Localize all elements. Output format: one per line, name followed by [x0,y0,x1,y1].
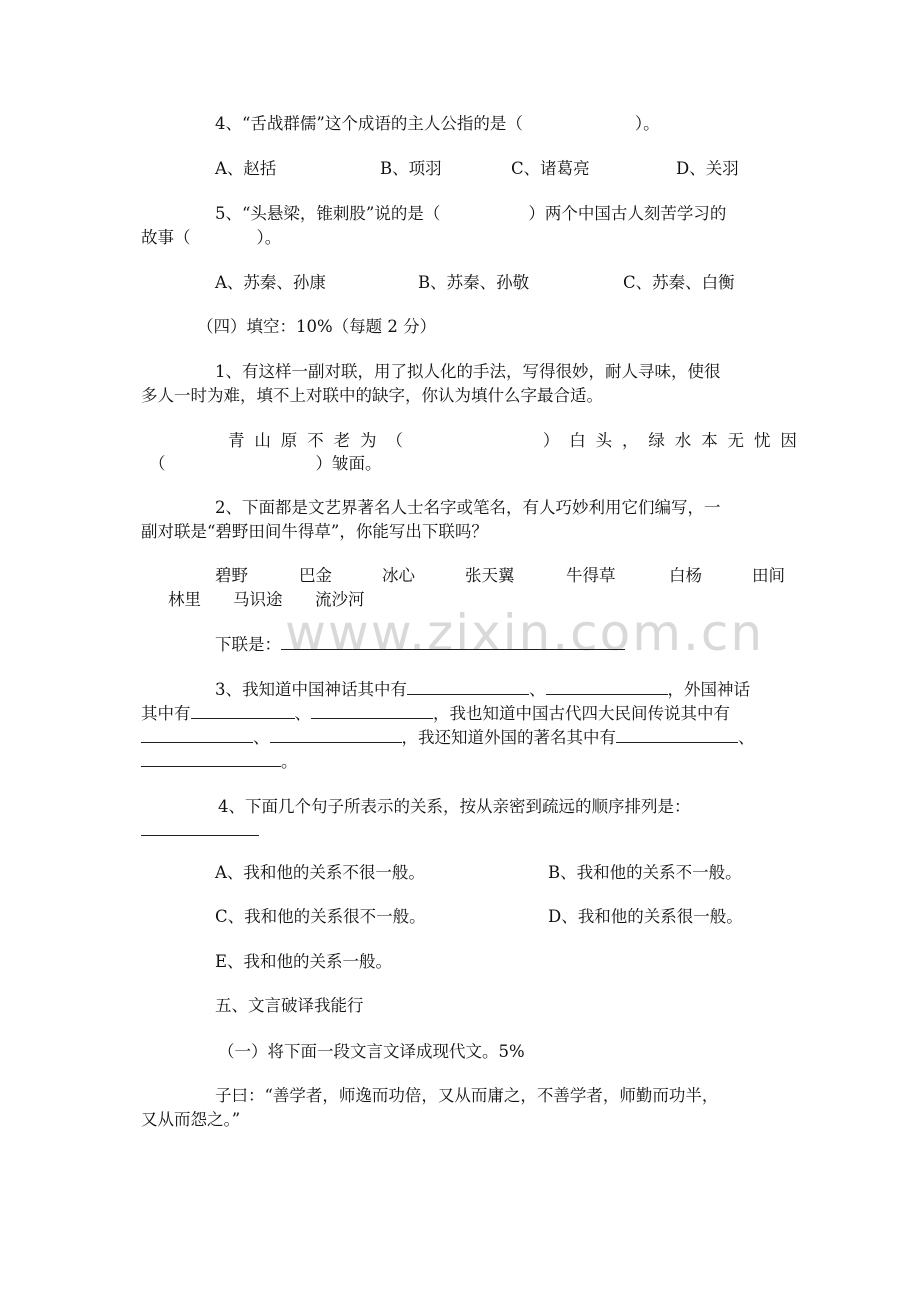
name-tianjian: 田间 [752,566,785,585]
name-baiyang: 白杨 [669,566,702,585]
fill-q3-l1a: 3、我知道中国神话其中有 [215,680,407,699]
relation-option-b: B、我和他的关系不一般。 [548,863,742,882]
question-5-stem-c: 故事（ [141,228,191,247]
name-liushahe: 流沙河 [315,590,365,609]
name-biye: 碧野 [215,566,248,585]
name-niudecao: 牛得草 [566,566,616,585]
fill-q3-l3c: 、 [738,728,755,747]
name-bingxin: 冰心 [382,566,415,585]
question-5-stem-cont: ）两个中国古人刻苦学习的 [528,204,727,223]
couplet-part-b: ）白头，绿水本无忧因 [542,431,807,450]
fill-q3-line2 [141,703,730,725]
question-4-option-b: B、项羽 [380,159,442,178]
question-4-option-a: A、赵括 [215,159,277,178]
watermark: www.zixin.com.cn [285,604,765,662]
fill-q2-line2: 副对联是“碧野田间牛得草”，你能写出下联吗？ [141,522,488,541]
question-5-stem-text: 5、“头悬梁，锥刺股”说的是（ [215,204,441,223]
question-4-option-c: C、诸葛亮 [511,159,590,178]
question-5-stem [215,203,726,225]
fill-q3-l2b: 、 [294,704,311,723]
name-linli: 林里 [168,590,201,609]
blank-legend-2[interactable] [270,728,402,743]
question-4-option-d: D、关羽 [676,159,739,178]
relation-option-e: E、我和他的关系一般。 [215,952,393,971]
fill-q3-l1c: ，外国神话 [667,680,750,699]
relation-option-d: D、我和他的关系很一般。 [548,907,743,926]
couplet-line1 [228,430,807,452]
question-5-stem-d: ）。 [256,228,282,247]
question-5-stem-line2 [141,227,281,249]
relation-option-a: A、我和他的关系不很一般。 [215,863,425,882]
relation-option-c: C、我和他的关系很不一般。 [215,907,426,926]
question-4-stem-end: ）。 [634,114,660,133]
couplet-line2 [149,453,382,475]
fill-q1-line1: 1、有这样一副对联，用了拟人化的手法，写得很妙，耐人寻味，使很 [215,362,721,381]
fill-q3-line1 [215,679,750,701]
section-4-heading: （四）填空：10%（每题 2 分） [197,317,437,336]
couplet-part-d: ）皱面。 [315,454,382,473]
question-4-stem [215,113,660,135]
couplet-part-a: 青山原不老为（ [228,431,413,450]
question-5-option-a: A、苏秦、孙康 [215,273,326,292]
blank-cn-myth-1[interactable] [407,680,529,695]
answer-label: 下联是： [215,635,281,654]
name-zhangtianyi: 张天翼 [465,566,515,585]
fill-q2-line1: 2、下面都是文艺界著名人士名字或笔名，有人巧妙利用它们编写，一 [215,498,721,517]
fill-q1-line2: 多人一时为难，填不上对联中的缺字，你认为填什么字最合适。 [141,386,603,405]
blank-legend-1[interactable] [141,728,253,743]
classical-quote-line2: 又从而怨之。” [141,1110,241,1129]
blank-foreign-famous-1[interactable] [616,728,738,743]
section-5-heading: 五、文言破译我能行 [215,996,364,1015]
blank-foreign-myth-2[interactable] [311,704,433,719]
blank-foreign-famous-2[interactable] [141,752,281,767]
fill-q3-l2a: 其中有 [141,704,191,723]
fill-q3-line3 [141,727,755,749]
blank-foreign-myth-1[interactable] [191,704,295,719]
fill-q3-l1b: 、 [529,680,546,699]
question-5-option-b: B、苏秦、孙敬 [418,273,530,292]
name-bajin: 巴金 [299,566,332,585]
couplet-part-c: （ [149,454,166,473]
section-5-sub1: （一）将下面一段文言文译成现代文。5% [218,1042,525,1061]
classical-quote-line1: 子曰：“善学者，师逸而功倍，又从而庸之，不善学者，师勤而功半， [215,1086,719,1105]
fill-q4-stem: 4、下面几个句子所表示的关系，按从亲密到疏远的顺序排列是： [218,797,691,816]
blank-order-answer[interactable] [141,821,259,836]
question-4-stem-text: 4、“舌战群儒”这个成语的主人公指的是（ [215,114,523,133]
name-mashitu: 马识途 [233,590,283,609]
answer-blank[interactable] [281,635,625,650]
answer-line [215,634,625,656]
fill-q3-l2c: ，我也知道中国古代四大民间传说其中有 [433,704,730,723]
fill-q3-l4a: 。 [281,752,298,771]
question-5-option-c: C、苏秦、白衡 [623,273,735,292]
fill-q3-line4 [141,751,298,773]
fill-q3-l3b: ，我还知道外国的著名其中有 [401,728,616,747]
blank-cn-myth-2[interactable] [546,680,668,695]
fill-q4-answer [141,820,259,842]
fill-q3-l3a: 、 [253,728,270,747]
